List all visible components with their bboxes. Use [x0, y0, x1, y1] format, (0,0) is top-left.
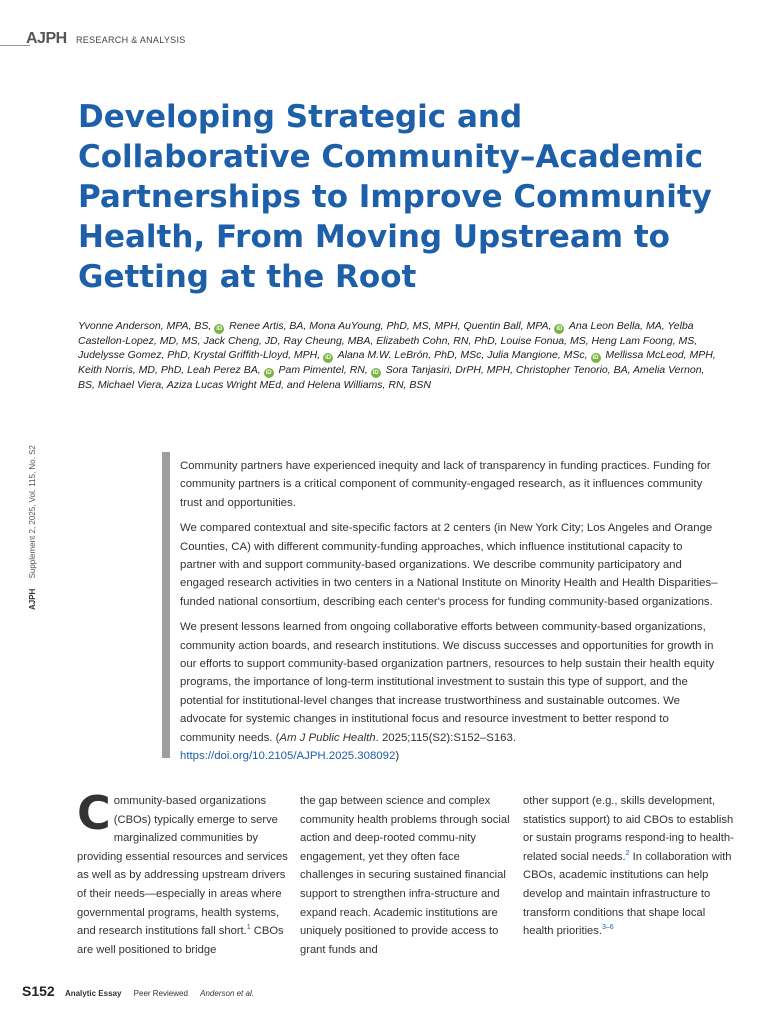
abstract [180, 457, 720, 773]
citation-ref: . 2025;115(S2):S152–S163. [375, 731, 517, 744]
abstract-bar [162, 452, 170, 758]
body-text: ommunity-based organizations (CBOs) typically emerge to serve marginalized communities by providing essential resources and services as well as by addressing upstream drivers of their needs—especially in areas where governmental programs, health systems, and research institutions fall short. [77, 795, 288, 938]
author-list [78, 319, 718, 392]
journal-logo: AJPH [26, 30, 67, 47]
author-group: Renee Artis, BA, Mona AuYoung, PhD, MS, MPH, Quentin Ball, MPA, [229, 320, 552, 332]
author-group: Sora Tanjasiri, DrPH, MPH, Christopher Tenorio, BA, Amelia Vernon, BS, Michael Viera, Aziza Lucas Wright MEd, and Helena Williams, RN, BSN [78, 364, 705, 392]
page-footer [22, 983, 254, 999]
author-group: Pam Pimentel, RN, [278, 364, 368, 377]
author-group: Yvonne Anderson, MPA, BS, [78, 320, 212, 332]
doi-link[interactable]: https://doi.org/10.2105/AJPH.2025.308092 [180, 750, 396, 763]
author-group: Mellissa McLeod, MPH, Keith Norris, MD, PhD, Leah Perez BA, [78, 349, 716, 377]
abstract-paragraph [180, 618, 720, 765]
section-label: RESEARCH & ANALYSIS [76, 35, 186, 45]
orcid-icon[interactable]: iD [325, 355, 332, 362]
article-type: Analytic Essay [64, 989, 122, 998]
citation-close: ) [395, 750, 400, 763]
side-issue-info: Supplement 2, 2025, Vol. 115, No. S2 [28, 445, 37, 579]
orcid-icon[interactable]: iD [265, 370, 272, 377]
reference-link[interactable]: 2 [625, 849, 630, 857]
citation-journal: Am J Public Health [279, 731, 376, 744]
body-text: In collaboration with CBOs, academic institutions can help develop and maintain infrastructure to transform conditions that shape local health priorities. [523, 850, 732, 938]
orcid-icon[interactable]: iD [372, 370, 379, 377]
body-text: CBOs are well positioned to bridge [77, 925, 284, 956]
author-group: Ana Leon Bella, MA, Yelba Castellon-Lopez, MD, MS, Jack Cheng, JD, Ray Cheung, MBA, Elizabeth Cohn, RN, PhD, Louise Fonua, MS, Heng Lam Foong, MS, Judelysse Gomez, PhD, Krystal Griffith-Lloyd, MPH, [78, 320, 698, 362]
body-column-1 [77, 786, 290, 959]
body-column-3 [523, 792, 736, 941]
abstract-paragraph: Community partners have experienced inequity and lack of transparency in funding practices. Funding for community partners is a critical component of community-engaged research, as it influences community trust and opportunities. [180, 460, 711, 509]
citation-open: ( [272, 731, 280, 744]
body-text: other support (e.g., skills development, statistics support) to aid CBOs to establish or sustain programs respond-ing to health-related social needs. [523, 795, 734, 863]
reference-link[interactable]: 3–6 [601, 924, 614, 932]
orcid-icon[interactable]: iD [216, 326, 223, 332]
article-title: Developing Strategic and Collaborative Community–Academic Partnerships to Improve Community Health, From Moving Upstream to Getting at the Root [78, 99, 712, 295]
abstract-paragraph: We compared contextual and site-specific factors at 2 centers (in New York City; Los Angeles and Orange Counties, CA) with different community-funding approaches, which influence institutional capacity to partner with and support community-based organizations. We describe community participatory and engaged research activities in two centers in a National Institute on Minority Health and Health Disparities–funded national consortium, describing each center's process for funding community-based organizations. [180, 522, 718, 608]
body-column-2 [300, 792, 513, 959]
side-journal-meta [28, 445, 37, 610]
review-status: Peer Reviewed [133, 989, 188, 998]
author-group: Alana M.W. LeBrón, PhD, MSc, Julia Mangione, MSc, [337, 349, 588, 362]
reference-link[interactable]: 1 [246, 924, 251, 932]
running-author: Anderson et al. [200, 989, 254, 998]
abstract-text: We present lessons learned from ongoing collaborative efforts between community-based organizations, community action boards, and research institutions. We discuss successes and opportunities for growth in our efforts to support community-based organization partners, resources to help sustain their health equity programs, the importance of long-term institutional investment to sustain this type of support, and the potential for institutional-level changes that increase trustworthiness and sustainable outcomes. We advocate for systemic changes in institutional focus and resource investment to better respond to community needs. [180, 621, 715, 744]
orcid-icon[interactable]: iD [556, 326, 563, 332]
page-number: S152 [22, 983, 55, 999]
body-text: the gap between science and complex community health problems through social action and deep-rooted commu-nity engagement, yet they often face challenges in securing sustained financial support to strengthen infra-structure and expand reach. Academic institutions are uniquely positioned to provide access to grant funds and [300, 795, 510, 956]
orcid-icon[interactable]: iD [592, 355, 599, 362]
drop-cap: C [77, 786, 111, 840]
side-journal-name: AJPH [28, 588, 37, 610]
